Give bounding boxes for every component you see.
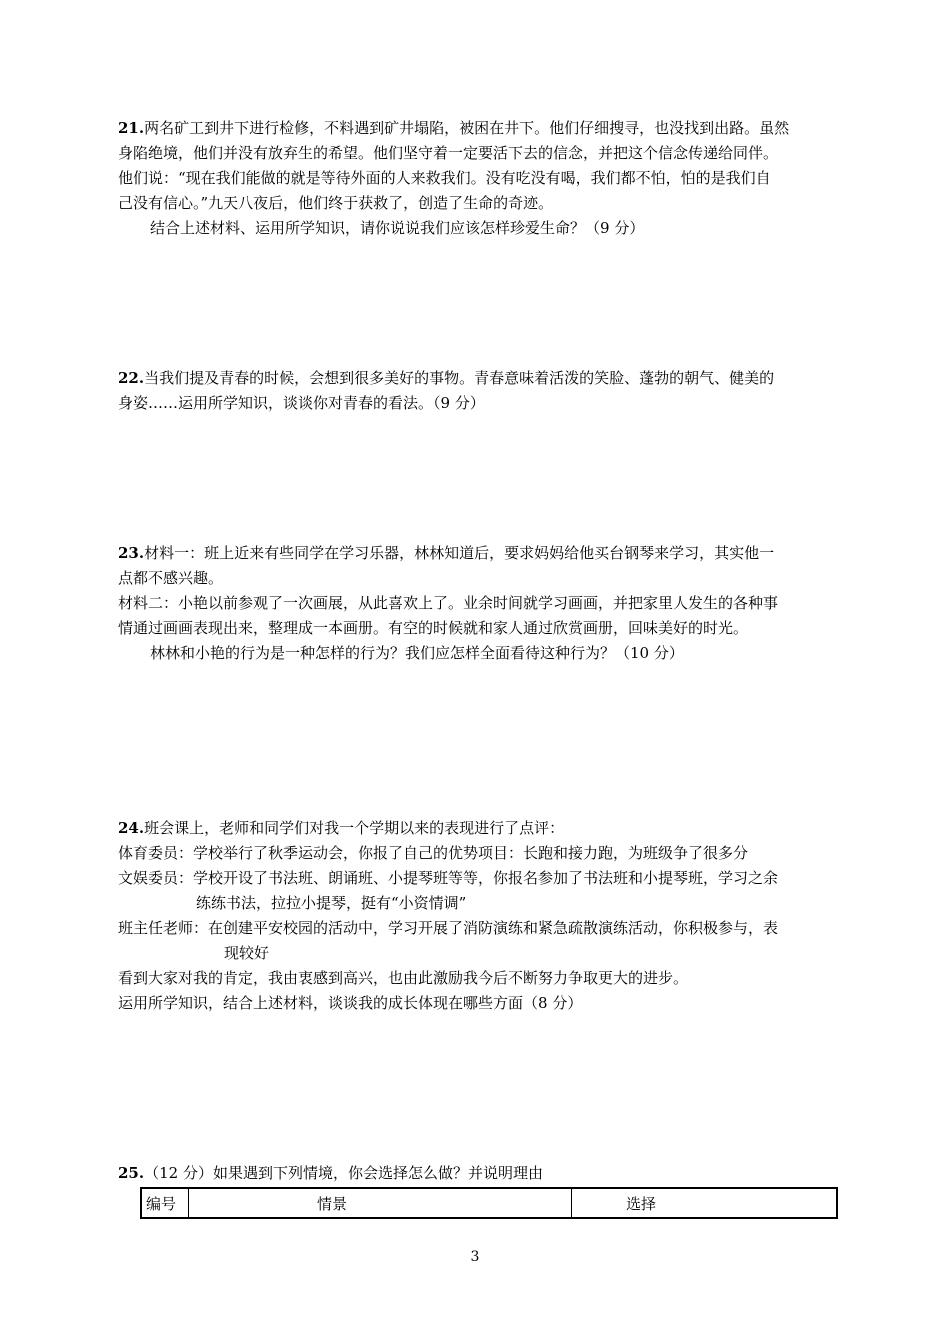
question-number: 21. [118, 119, 145, 137]
question-text-line: 体育委员：学校举行了秋季运动会，你报了自己的优势项目：长跑和接力跑，为班级争了很多分 [118, 844, 749, 862]
question-text-line: 材料一：班上近来有些同学在学习乐器，林林知道后，要求妈妈给他买台钢琴来学习，其实他一 [144, 544, 775, 562]
question-number: 25. [118, 1164, 145, 1182]
question-text-line: 看到大家对我的肯定，我由衷感到高兴，也由此激励我今后不断努力争取更大的进步。 [118, 969, 689, 987]
question-prompt: （12 分）如果遇到下列情境，你会选择怎么做？并说明理由 [144, 1164, 543, 1182]
question-text-line: 两名矿工到井下进行检修，不料遇到矿井塌陷，被困在井下。他们仔细搜寻，也没找到出路。虽然 [144, 119, 790, 137]
table-header-row [141, 1188, 837, 1218]
table-header-situation: 情景 [189, 1188, 572, 1218]
question-text-line: 班会课上，老师和同学们对我一个学期以来的表现进行了点评： [144, 819, 565, 837]
question-number: 22. [118, 369, 145, 387]
page-number: 3 [470, 1249, 480, 1265]
question-text-line: 文娱委员：学校开设了书法班、朗诵班、小提琴班等等，你报名参加了书法班和小提琴班，学习之余 [118, 869, 779, 887]
question-number: 24. [118, 819, 145, 837]
question-text-line: 他们说：“现在我们能做的就是等待外面的人来救我们。没有吃没有喝，我们都不怕，怕的是我们自 [118, 169, 771, 187]
question-text-line: 练练书法，拉拉小提琴，挺有“小资情调” [196, 894, 467, 912]
question-prompt: 结合上述材料、运用所学知识，请你说说我们应该怎样珍爱生命？（9 分） [150, 219, 645, 237]
question-text-line: 现较好 [224, 944, 270, 962]
question-text-line: 班主任老师：在创建平安校园的活动中，学习开展了消防演练和紧急疏散演练活动，你积极参与，表 [118, 919, 779, 937]
question-text-line: 材料二：小艳以前参观了一次画展，从此喜欢上了。业余时间就学习画画，并把家里人发生的各种事 [118, 594, 779, 612]
question-prompt: 身姿……运用所学知识，谈谈你对青春的看法。（9 分） [118, 394, 485, 412]
question-text-line: 当我们提及青春的时候，会想到很多美好的事物。青春意味着活泼的笑脸、蓬勃的朝气、健美的 [144, 369, 775, 387]
question-text-line: 点都不感兴趣。 [118, 569, 224, 587]
question-prompt: 林林和小艳的行为是一种怎样的行为？我们应怎样全面看待这种行为？（10 分） [150, 644, 684, 662]
table-header-number: 编号 [141, 1188, 189, 1218]
question-number: 23. [118, 544, 145, 562]
question-text-line: 情通过画画表现出来，整理成一本画册。有空的时候就和家人通过欣赏画册，回味美好的时光。 [118, 619, 749, 637]
table-header-choice: 选择 [572, 1188, 838, 1218]
question-text-line: 己没有信心。”九天八夜后，他们终于获救了，创造了生命的奇迹。 [118, 194, 554, 212]
question-prompt: 运用所学知识，结合上述材料，谈谈我的成长体现在哪些方面（8 分） [118, 994, 583, 1012]
question-text-line: 身陷绝境，他们并没有放弃生的希望。他们坚守着一定要活下去的信念，并把这个信念传递给同伴。 [118, 144, 779, 162]
situation-table [140, 1187, 838, 1219]
